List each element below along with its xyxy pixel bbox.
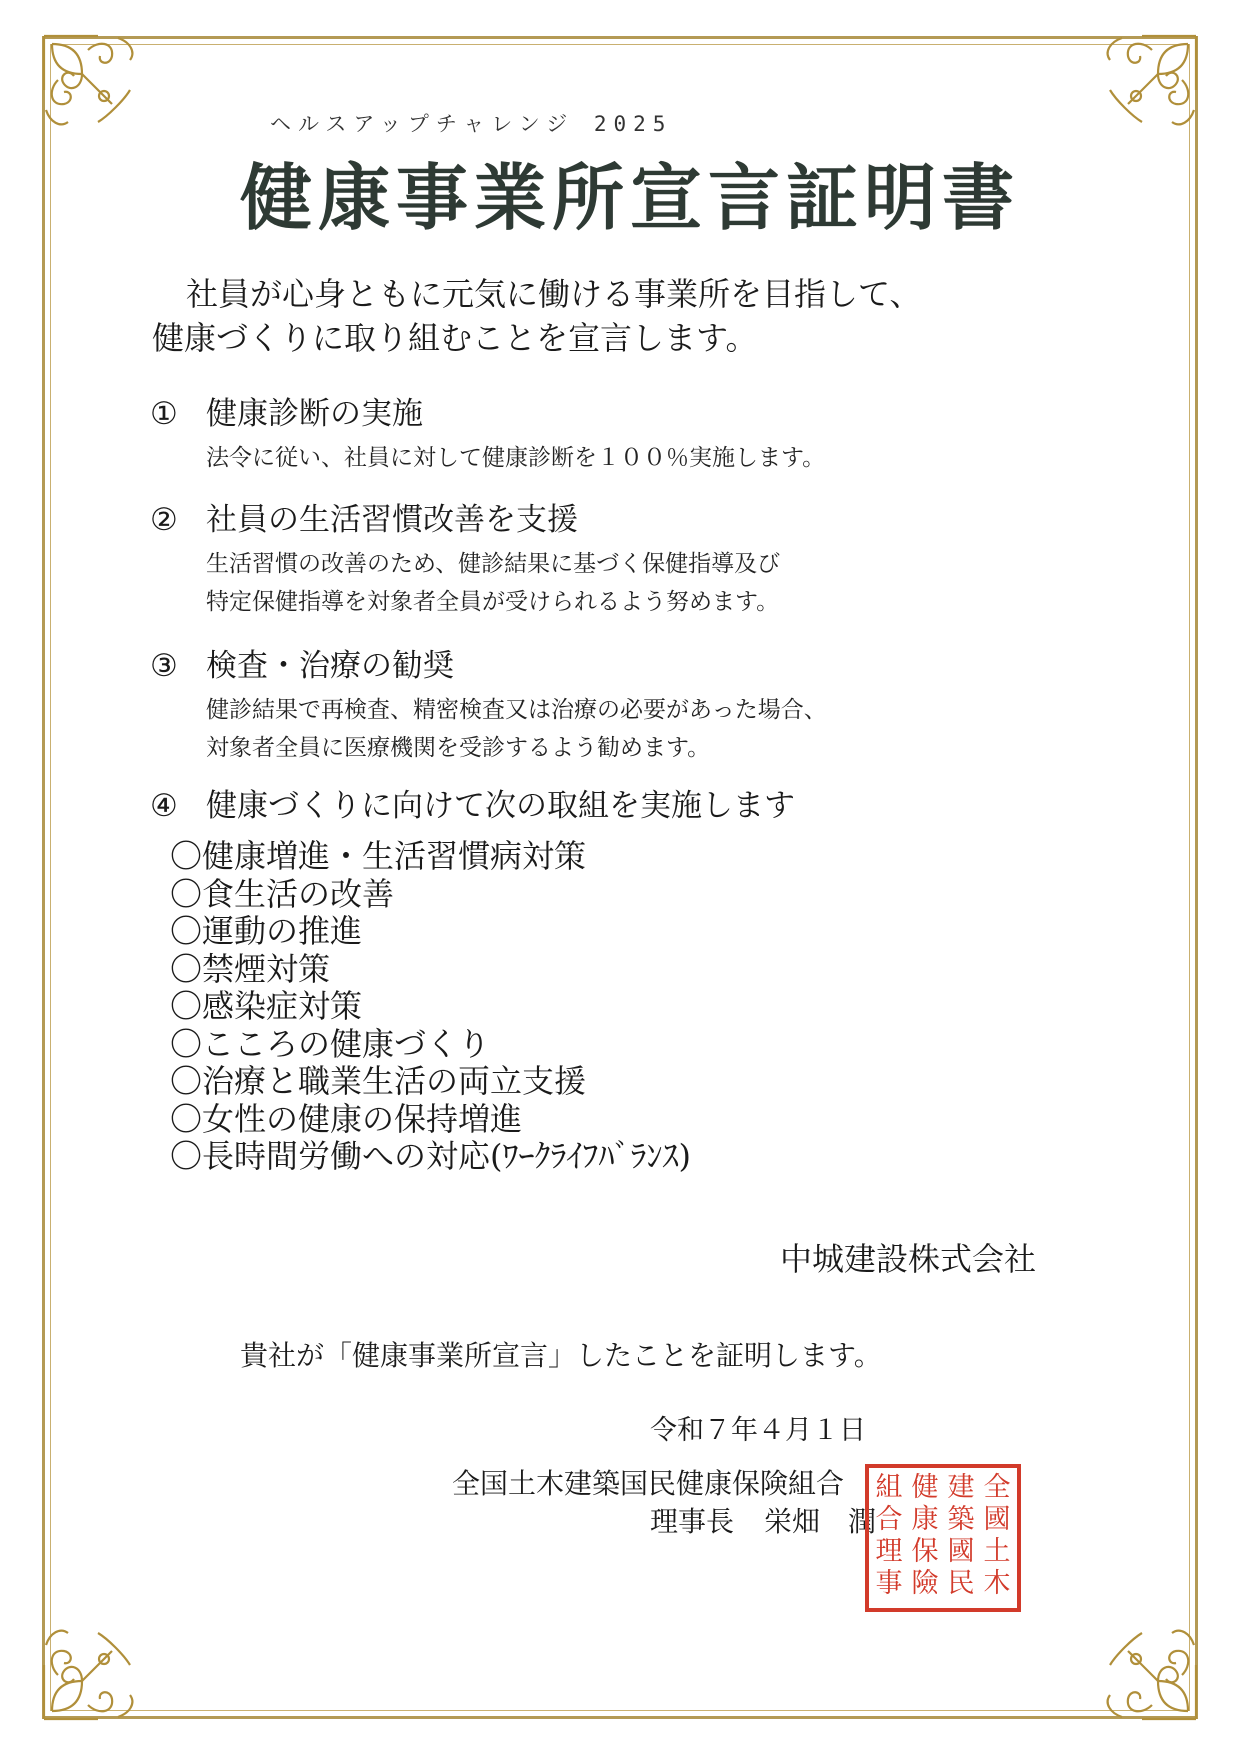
issue-date: 令和７年４月１日 (650, 1415, 866, 1446)
page-title: 健康事業所宣言証明書 (240, 155, 1021, 240)
svg-text:全: 全 (983, 1472, 1011, 1503)
list-item: 〇感染症対策 (170, 987, 363, 1025)
svg-text:木: 木 (983, 1568, 1011, 1599)
svg-text:康: 康 (911, 1504, 939, 1535)
svg-text:事: 事 (875, 1568, 903, 1599)
intro-line: 健康づくりに取り組むことを宣言します。 (152, 319, 758, 357)
item-heading-text: 健康診断の実施 (206, 396, 423, 432)
item-heading-text: 社員の生活習慣改善を支援 (206, 502, 578, 538)
item-number: ① (150, 396, 178, 432)
corner-ornament-icon (38, 30, 168, 160)
item-number: ③ (150, 648, 178, 684)
svg-text:民: 民 (947, 1568, 975, 1599)
official-seal-icon (863, 1462, 1023, 1614)
svg-text:土: 土 (983, 1536, 1011, 1567)
list-item: 〇健康増進・生活習慣病対策 (170, 837, 587, 875)
item-line: 特定保健指導を対象者全員が受けられるよう努めます。 (206, 589, 780, 615)
item-heading (150, 780, 1110, 825)
certification-statement: 貴社が「健康事業所宣言」したことを証明します。 (240, 1339, 882, 1372)
issuer-organization: 全国土木建築国民健康保険組合 (452, 1467, 845, 1500)
item-heading (150, 388, 1110, 433)
item-heading-text: 健康づくりに向けて次の取組を実施します (206, 788, 795, 824)
svg-text:合: 合 (875, 1504, 903, 1535)
svg-text:理: 理 (875, 1536, 903, 1567)
svg-text:築: 築 (947, 1504, 975, 1535)
subtitle: ヘルスアップチャレンジ 2025 (270, 112, 673, 136)
svg-text:國: 國 (983, 1504, 1011, 1535)
item-line: 生活習慣の改善のため、健診結果に基づく保健指導及び (206, 551, 781, 577)
intro-text (152, 272, 1102, 360)
item-heading (150, 494, 1110, 539)
declaration-item (150, 780, 1110, 825)
list-item: 〇長時間労働への対応(ﾜｰｸﾗｲﾌﾊﾞﾗﾝｽ) (170, 1137, 691, 1175)
list-item: 〇運動の推進 (170, 912, 363, 950)
item-body (150, 691, 1110, 767)
declaration-item (150, 494, 1110, 621)
initiative-list (170, 838, 691, 1176)
item-heading-text: 検査・治療の勧奨 (206, 648, 454, 684)
item-line: 対象者全員に医療機関を受診するよう勧めます。 (206, 735, 711, 761)
declaration-item (150, 388, 1110, 477)
corner-ornament-icon (1072, 1595, 1202, 1725)
issuer-name: 栄畑 潤 (764, 1505, 877, 1538)
list-item: 〇こころの健康づくり (170, 1024, 491, 1063)
intro-line: 社員が心身ともに元気に働ける事業所を目指して、 (186, 275, 922, 313)
item-number: ② (150, 502, 178, 538)
svg-text:保: 保 (911, 1536, 939, 1567)
list-item: 〇禁煙対策 (170, 949, 331, 988)
svg-text:健: 健 (911, 1472, 939, 1503)
list-item: 〇女性の健康の保持増進 (170, 1099, 523, 1138)
svg-text:建: 建 (947, 1472, 975, 1503)
item-body (150, 439, 1110, 477)
issuer-title: 理事長 (650, 1505, 735, 1538)
corner-ornament-icon (1072, 30, 1202, 160)
item-heading (150, 640, 1110, 685)
list-item: 〇食生活の改善 (170, 874, 395, 913)
issuer-signature-line (650, 1500, 876, 1540)
item-line: 健診結果で再検査、精密検査又は治療の必要があった場合、 (206, 697, 827, 723)
item-number: ④ (150, 788, 178, 824)
item-line: 法令に従い、社員に対して健康診断を１００％実施します。 (206, 445, 826, 471)
svg-text:險: 險 (911, 1568, 939, 1599)
corner-ornament-icon (38, 1595, 168, 1725)
declaration-item (150, 640, 1110, 767)
svg-text:組: 組 (875, 1472, 903, 1503)
list-item: 〇治療と職業生活の両立支援 (170, 1062, 587, 1100)
company-name: 中城建設株式会社 (780, 1240, 1037, 1278)
svg-text:國: 國 (947, 1536, 975, 1567)
item-body (150, 545, 1110, 621)
